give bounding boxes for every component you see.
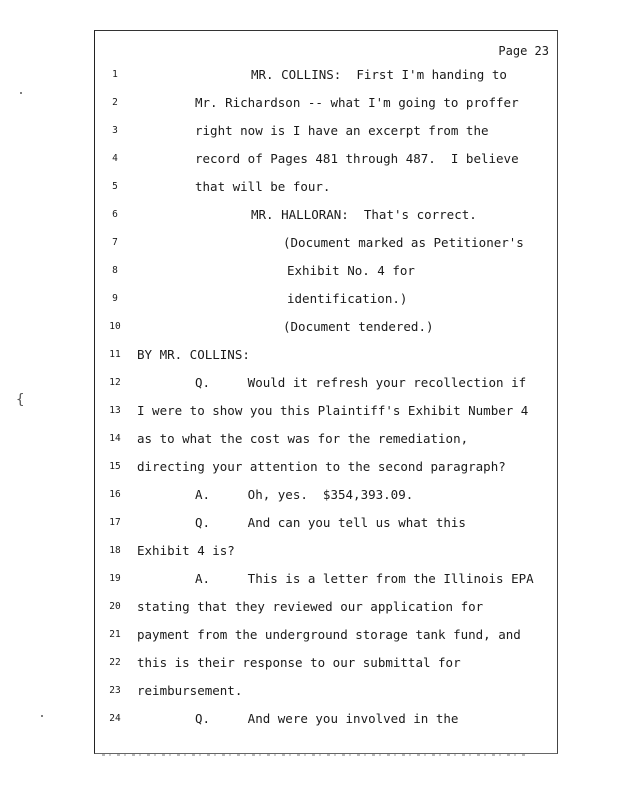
transcript-line <box>95 541 557 561</box>
line-text: Q. And were you involved in the <box>195 711 459 726</box>
scan-artifact-dot <box>41 715 43 717</box>
transcript-line <box>95 233 557 253</box>
transcript-line <box>95 345 557 365</box>
line-text: Q. And can you tell us what this <box>195 515 466 530</box>
line-number: 21 <box>109 629 121 640</box>
footer-scan-artifact <box>102 754 526 756</box>
transcript-line <box>95 569 557 589</box>
line-number: 15 <box>109 461 121 472</box>
line-number: 19 <box>109 573 121 584</box>
line-number: 6 <box>112 209 118 220</box>
line-number: 3 <box>112 125 118 136</box>
line-number: 17 <box>109 517 121 528</box>
transcript-line <box>95 681 557 701</box>
transcript-line <box>95 485 557 505</box>
line-text: as to what the cost was for the remediation, <box>137 431 469 446</box>
line-number: 5 <box>112 181 118 192</box>
transcript-page <box>94 30 558 754</box>
line-text: A. Oh, yes. $354,393.09. <box>195 487 414 502</box>
line-number: 14 <box>109 433 121 444</box>
line-number: 24 <box>109 713 121 724</box>
line-text: Mr. Richardson -- what I'm going to proffer <box>195 95 519 110</box>
line-text: identification.) <box>287 291 408 306</box>
transcript-line <box>95 709 557 729</box>
line-number: 1 <box>112 69 118 80</box>
line-number: 10 <box>109 321 121 332</box>
line-text: Exhibit 4 is? <box>137 543 235 558</box>
line-text: BY MR. COLLINS: <box>137 347 250 362</box>
line-text: right now is I have an excerpt from the <box>195 123 489 138</box>
transcript-line <box>95 65 557 85</box>
scan-artifact-dot <box>20 92 22 94</box>
transcript-line <box>95 289 557 309</box>
line-number: 8 <box>112 265 118 276</box>
line-text: directing your attention to the second paragraph? <box>137 459 506 474</box>
transcript-lines <box>95 31 557 753</box>
line-text: Exhibit No. 4 for <box>287 263 415 278</box>
line-number: 23 <box>109 685 121 696</box>
line-number: 12 <box>109 377 121 388</box>
scan-artifact-bracket: { <box>16 392 25 408</box>
line-text: payment from the underground storage tank fund, and <box>137 627 521 642</box>
transcript-line <box>95 513 557 533</box>
transcript-line <box>95 401 557 421</box>
line-text: I were to show you this Plaintiff's Exhibit Number 4 <box>137 403 529 418</box>
line-text: Q. Would it refresh your recollection if <box>195 375 527 390</box>
transcript-line <box>95 373 557 393</box>
line-number: 11 <box>109 349 121 360</box>
line-number: 2 <box>112 97 118 108</box>
line-text: MR. HALLORAN: That's correct. <box>251 207 477 222</box>
line-text: (Document tendered.) <box>283 319 434 334</box>
line-text: this is their response to our submittal for <box>137 655 461 670</box>
line-text: A. This is a letter from the Illinois EPA <box>195 571 534 586</box>
line-text: stating that they reviewed our application for <box>137 599 484 614</box>
line-text: record of Pages 481 through 487. I believe <box>195 151 519 166</box>
page-number: Page 23 <box>498 44 549 58</box>
transcript-line <box>95 429 557 449</box>
line-text: reimbursement. <box>137 683 243 698</box>
line-number: 7 <box>112 237 118 248</box>
transcript-line <box>95 93 557 113</box>
transcript-line <box>95 625 557 645</box>
line-number: 4 <box>112 153 118 164</box>
line-number: 18 <box>109 545 121 556</box>
line-text: (Document marked as Petitioner's <box>283 235 524 250</box>
line-number: 16 <box>109 489 121 500</box>
transcript-line <box>95 121 557 141</box>
transcript-line <box>95 457 557 477</box>
line-number: 22 <box>109 657 121 668</box>
line-number: 20 <box>109 601 121 612</box>
transcript-line <box>95 205 557 225</box>
transcript-line <box>95 149 557 169</box>
line-text: that will be four. <box>195 179 331 194</box>
transcript-line <box>95 597 557 617</box>
line-number: 13 <box>109 405 121 416</box>
transcript-line <box>95 177 557 197</box>
transcript-line <box>95 653 557 673</box>
transcript-line <box>95 261 557 281</box>
line-number: 9 <box>112 293 118 304</box>
line-text: MR. COLLINS: First I'm handing to <box>251 67 507 82</box>
transcript-line <box>95 317 557 337</box>
